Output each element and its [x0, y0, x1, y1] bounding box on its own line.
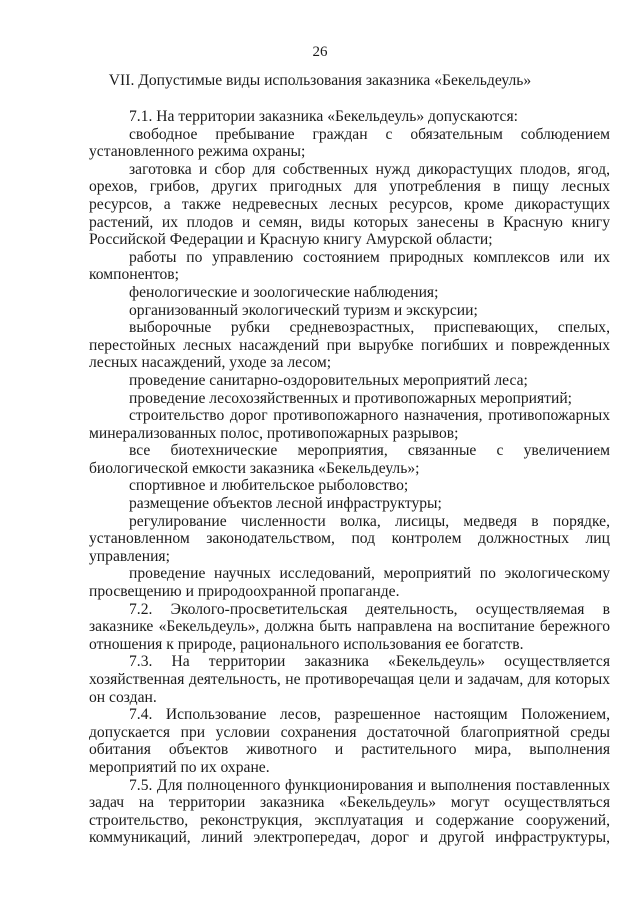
paragraph-7-5: 7.5. Для полноценного функционирования и выполнения поставленных задач на территории заказника «Бекельдеуль» могут осуществляться строительство, реконструкция, эксплуатация и содержание сооружений, коммуникаций, линий электропередач, дорог и другой инфраструктуры, [89, 776, 610, 847]
section-title: VII. Допустимые виды использования заказника «Бекельдеуль» [108, 72, 532, 89]
list-item-management-works: работы по управлению состоянием природных комплексов или их компонентов; [89, 248, 610, 284]
list-item-research: проведение научных исследований, мероприятий по экологическому просвещению и природоохранной пропаганде. [89, 565, 610, 601]
paragraph-7-3: 7.3. На территории заказника «Бекельдеуль» осуществляется хозяйственная деятельность, не противоречащая цели и задачам, для которых он создан. [89, 653, 610, 706]
list-item-infrastructure: размещение объектов лесной инфраструктуры; [129, 495, 442, 513]
paragraph-7-4: 7.4. Использование лесов, разрешенное настоящим Положением, допускается при условии сохранения достаточной благоприятной среды обитания объектов животного и растительного мира, выполнения мероприятий по их охране. [89, 706, 610, 776]
list-item-observations: фенологические и зоологические наблюдения; [129, 283, 439, 301]
page-number: 26 [312, 44, 328, 60]
list-item-eco-tourism: организованный экологический туризм и экскурсии; [129, 301, 478, 319]
paragraph-7-2: 7.2. Эколого-просветительская деятельность, осуществляемая в заказнике «Бекельдеуль», должна быть направлена на воспитание бережного отношения к природе, рационального использования ее богатств. [89, 600, 610, 653]
list-item-forestry-fire-measures: проведение лесохозяйственных и противопожарных мероприятий; [129, 389, 573, 407]
list-item-biotechnical: все биотехнические мероприятия, связанные с увеличением биологической емкости заказника «Бекельдеуль»; [89, 442, 610, 477]
list-item-fire-roads: строительство дорог противопожарного назначения, противопожарных минерализованных полос, противопожарных разрывов; [89, 407, 610, 442]
document-body [89, 108, 610, 847]
paragraph-7-1-intro: 7.1. На территории заказника «Бекельдеуль» допускаются: [129, 108, 518, 125]
list-item-predator-control: регулирование численности волка, лисицы, медведя в порядке, установленном законодательством, под контролем должностных лиц управления; [89, 512, 610, 565]
list-item-free-stay: свободное пребывание граждан с обязательным соблюдением установленного режима охраны; [89, 125, 610, 161]
list-item-selective-felling: выборочные рубки средневозрастных, приспевающих, спелых, перестойных лесных насаждений при вырубке погибших и поврежденных лесных насаждений, уходе за лесом; [89, 319, 610, 372]
list-item-sanitary-measures: проведение санитарно-оздоровительных мероприятий леса; [129, 371, 528, 389]
list-item-fishing: спортивное и любительское рыболовство; [129, 477, 409, 495]
list-item-harvesting: заготовка и сбор для собственных нужд дикорастущих плодов, ягод, орехов, грибов, других пригодных для употребления в пищу лесных ресурсов, а также недревесных лесных ресурсов, кроме дикорастущих растений, их плодов и семян, виды которых занесены в Красную книгу Российской Федерации и Красную книгу Амурской области; [89, 160, 610, 249]
